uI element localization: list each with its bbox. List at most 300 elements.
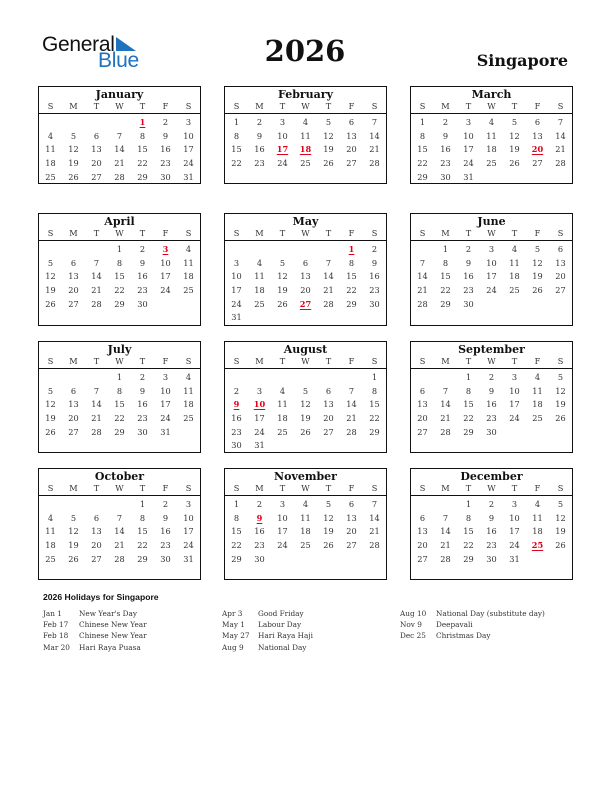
day-cell: 30 bbox=[160, 553, 171, 564]
day-cell: 27 bbox=[346, 158, 357, 169]
week-row bbox=[225, 270, 386, 284]
holiday-date: Feb 18 bbox=[43, 631, 69, 641]
day-cell: 6 bbox=[348, 117, 355, 127]
weekday-label: T bbox=[325, 356, 332, 366]
holiday-day-cell: 10 bbox=[253, 399, 266, 410]
week-row bbox=[39, 130, 200, 144]
day-cell: 30 bbox=[160, 171, 171, 182]
holiday-day-cell: 20 bbox=[531, 144, 544, 155]
day-cell: 7 bbox=[93, 385, 100, 396]
day-cell: 27 bbox=[417, 426, 428, 437]
empty-cell bbox=[85, 498, 108, 512]
day-cell: 5 bbox=[302, 385, 309, 396]
week-row bbox=[225, 439, 386, 453]
day-cell: 19 bbox=[300, 413, 311, 424]
day-cell: 31 bbox=[183, 171, 194, 182]
day-cell: 16 bbox=[231, 413, 242, 424]
week-row bbox=[225, 311, 386, 325]
day-cell: 25 bbox=[45, 553, 56, 564]
day-cell: 23 bbox=[137, 285, 148, 296]
weekday-label: S bbox=[371, 483, 378, 493]
weekday-label: T bbox=[325, 483, 332, 493]
month-name: December bbox=[460, 470, 523, 483]
day-cell: 4 bbox=[534, 499, 541, 509]
day-cell: 10 bbox=[277, 130, 288, 141]
empty-cell bbox=[549, 553, 572, 567]
day-cell: 8 bbox=[465, 385, 472, 396]
week-row bbox=[225, 412, 386, 426]
day-cell: 29 bbox=[114, 426, 125, 437]
day-cell: 13 bbox=[91, 526, 102, 537]
month-july bbox=[38, 341, 201, 453]
day-cell: 19 bbox=[45, 413, 56, 424]
week-row bbox=[39, 171, 200, 185]
month-name: June bbox=[477, 215, 506, 228]
day-cell: 7 bbox=[371, 499, 378, 509]
week-row bbox=[225, 257, 386, 271]
holiday-entry bbox=[222, 642, 313, 653]
empty-cell bbox=[549, 171, 572, 185]
day-cell: 14 bbox=[346, 399, 357, 410]
day-cell: 12 bbox=[68, 144, 79, 155]
weekday-label: F bbox=[534, 356, 541, 366]
holiday-columns bbox=[43, 608, 583, 668]
weekday-label: M bbox=[69, 483, 78, 493]
empty-cell bbox=[317, 371, 340, 385]
day-cell: 16 bbox=[137, 271, 148, 282]
empty-cell bbox=[340, 439, 363, 453]
holiday-name: New Year's Day bbox=[79, 609, 138, 618]
day-cell: 23 bbox=[463, 285, 474, 296]
day-cell: 6 bbox=[93, 130, 100, 141]
day-cell: 19 bbox=[532, 271, 543, 282]
week-row bbox=[411, 385, 572, 399]
weekday-label: T bbox=[93, 101, 100, 111]
day-cell: 2 bbox=[139, 372, 146, 382]
day-cell: 11 bbox=[300, 512, 311, 523]
weekday-label: S bbox=[185, 356, 192, 366]
day-cell: 21 bbox=[346, 413, 357, 424]
day-cell: 15 bbox=[463, 399, 474, 410]
day-cell: 19 bbox=[323, 144, 334, 155]
week-row bbox=[411, 553, 572, 567]
day-cell: 18 bbox=[532, 526, 543, 537]
day-cell: 22 bbox=[137, 540, 148, 551]
weekday-header bbox=[411, 356, 572, 369]
day-cell: 10 bbox=[486, 257, 497, 268]
empty-cell bbox=[317, 243, 340, 257]
day-cell: 26 bbox=[555, 413, 566, 424]
day-cell: 24 bbox=[254, 426, 265, 437]
weekday-header bbox=[411, 101, 572, 114]
day-cell: 20 bbox=[417, 540, 428, 551]
day-cell: 3 bbox=[162, 372, 169, 382]
day-cell: 10 bbox=[509, 385, 520, 396]
day-cell: 18 bbox=[300, 526, 311, 537]
week-row bbox=[411, 539, 572, 553]
holiday-list bbox=[43, 592, 583, 668]
weekday-label: S bbox=[185, 483, 192, 493]
day-cell: 15 bbox=[369, 399, 380, 410]
day-cell: 3 bbox=[511, 499, 518, 509]
day-cell: 29 bbox=[417, 171, 428, 182]
day-cell: 3 bbox=[279, 117, 286, 127]
day-cell: 31 bbox=[254, 440, 265, 451]
day-cell: 28 bbox=[417, 298, 428, 309]
day-cell: 28 bbox=[440, 426, 451, 437]
weekday-label: T bbox=[325, 101, 332, 111]
day-cell: 2 bbox=[233, 385, 240, 396]
day-cell: 4 bbox=[488, 117, 495, 127]
weekday-label: T bbox=[465, 101, 472, 111]
day-cell: 10 bbox=[463, 130, 474, 141]
day-cell: 7 bbox=[116, 130, 123, 141]
day-cell: 13 bbox=[323, 399, 334, 410]
holiday-day-cell: 18 bbox=[299, 144, 312, 155]
day-cell: 28 bbox=[440, 553, 451, 564]
day-cell: 11 bbox=[532, 385, 543, 396]
day-cell: 6 bbox=[93, 512, 100, 523]
holiday-day-cell: 17 bbox=[276, 144, 289, 155]
day-cell: 15 bbox=[417, 144, 428, 155]
day-cell: 6 bbox=[70, 385, 77, 396]
empty-cell bbox=[108, 498, 131, 512]
weekday-label: S bbox=[371, 101, 378, 111]
day-cell: 17 bbox=[160, 399, 171, 410]
empty-cell bbox=[62, 243, 85, 257]
holiday-name: Good Friday bbox=[258, 609, 304, 618]
week-row bbox=[225, 525, 386, 539]
day-cell: 15 bbox=[346, 271, 357, 282]
day-cell: 21 bbox=[114, 158, 125, 169]
month-september bbox=[410, 341, 573, 453]
weekday-header bbox=[39, 483, 200, 496]
month-name: October bbox=[94, 470, 145, 483]
day-cell: 1 bbox=[233, 499, 240, 509]
logo-text-general: General bbox=[42, 33, 115, 56]
day-cell: 20 bbox=[555, 271, 566, 282]
weekday-label: T bbox=[93, 356, 100, 366]
day-cell: 1 bbox=[465, 499, 472, 509]
day-cell: 21 bbox=[440, 413, 451, 424]
empty-cell bbox=[480, 298, 503, 312]
day-cell: 18 bbox=[486, 144, 497, 155]
day-cell: 24 bbox=[183, 158, 194, 169]
day-cell: 8 bbox=[233, 512, 240, 523]
week-row bbox=[39, 426, 200, 440]
week-row bbox=[411, 298, 572, 312]
day-cell: 13 bbox=[555, 257, 566, 268]
empty-cell bbox=[411, 371, 434, 385]
empty-cell bbox=[39, 243, 62, 257]
holiday-day-cell: 9 bbox=[256, 512, 263, 523]
day-cell: 22 bbox=[463, 413, 474, 424]
day-cell: 4 bbox=[185, 244, 192, 254]
month-name: May bbox=[292, 215, 319, 228]
empty-cell bbox=[317, 553, 340, 567]
day-cell: 21 bbox=[417, 285, 428, 296]
day-cell: 28 bbox=[369, 158, 380, 169]
empty-cell bbox=[294, 243, 317, 257]
day-cell: 20 bbox=[91, 158, 102, 169]
holiday-date: Nov 9 bbox=[400, 620, 422, 630]
day-cell: 2 bbox=[442, 117, 449, 127]
empty-cell bbox=[271, 371, 294, 385]
day-cell: 16 bbox=[486, 526, 497, 537]
day-cell: 12 bbox=[300, 399, 311, 410]
empty-cell bbox=[363, 439, 386, 453]
day-cell: 8 bbox=[139, 512, 146, 523]
day-cell: 10 bbox=[160, 385, 171, 396]
weekday-label: T bbox=[465, 228, 472, 238]
day-cell: 3 bbox=[233, 257, 240, 268]
empty-cell bbox=[85, 243, 108, 257]
day-cell: 3 bbox=[185, 117, 192, 127]
week-row bbox=[39, 157, 200, 171]
week-row bbox=[225, 143, 386, 157]
week-row bbox=[411, 426, 572, 440]
day-cell: 24 bbox=[183, 540, 194, 551]
day-cell: 24 bbox=[277, 540, 288, 551]
empty-cell bbox=[363, 311, 386, 325]
weekday-label: W bbox=[301, 356, 310, 366]
weekday-label: T bbox=[139, 101, 146, 111]
weekday-label: F bbox=[348, 356, 355, 366]
day-cell: 26 bbox=[323, 158, 334, 169]
holiday-entry bbox=[43, 608, 147, 619]
day-cell: 19 bbox=[68, 158, 79, 169]
day-cell: 16 bbox=[160, 144, 171, 155]
empty-cell bbox=[62, 498, 85, 512]
month-name: September bbox=[458, 343, 525, 356]
day-cell: 14 bbox=[91, 271, 102, 282]
day-cell: 2 bbox=[139, 244, 146, 254]
day-cell: 7 bbox=[442, 385, 449, 396]
month-april bbox=[38, 213, 201, 326]
day-cell: 19 bbox=[68, 540, 79, 551]
day-cell: 12 bbox=[45, 399, 56, 410]
day-cell: 21 bbox=[440, 540, 451, 551]
month-name: November bbox=[274, 470, 337, 483]
day-cell: 4 bbox=[511, 244, 518, 254]
holiday-column bbox=[222, 608, 313, 653]
week-row bbox=[225, 398, 386, 412]
day-cell: 3 bbox=[256, 385, 263, 396]
day-cell: 7 bbox=[325, 257, 332, 268]
day-cell: 26 bbox=[323, 540, 334, 551]
day-cell: 16 bbox=[160, 526, 171, 537]
day-cell: 25 bbox=[300, 540, 311, 551]
week-row bbox=[411, 270, 572, 284]
empty-cell bbox=[294, 311, 317, 325]
day-cell: 15 bbox=[114, 399, 125, 410]
weekday-label: T bbox=[279, 101, 286, 111]
day-cell: 23 bbox=[137, 413, 148, 424]
week-row bbox=[225, 512, 386, 526]
empty-cell bbox=[434, 498, 457, 512]
week-row bbox=[411, 257, 572, 271]
day-cell: 17 bbox=[509, 526, 520, 537]
weekday-label: S bbox=[557, 228, 564, 238]
day-cell: 1 bbox=[442, 244, 449, 254]
empty-cell bbox=[39, 371, 62, 385]
day-cell: 5 bbox=[70, 130, 77, 141]
day-cell: 18 bbox=[532, 399, 543, 410]
weekday-label: S bbox=[419, 356, 426, 366]
day-cell: 14 bbox=[369, 130, 380, 141]
empty-cell bbox=[85, 371, 108, 385]
day-cell: 26 bbox=[555, 540, 566, 551]
week-row bbox=[39, 539, 200, 553]
weekday-header bbox=[225, 228, 386, 241]
holiday-name: Hari Raya Puasa bbox=[79, 642, 141, 652]
weekday-header bbox=[39, 228, 200, 241]
day-cell: 30 bbox=[440, 171, 451, 182]
day-cell: 21 bbox=[369, 526, 380, 537]
week-row bbox=[411, 512, 572, 526]
empty-cell bbox=[248, 311, 271, 325]
holiday-date: Mar 20 bbox=[43, 642, 70, 652]
day-cell: 20 bbox=[300, 285, 311, 296]
day-cell: 18 bbox=[183, 271, 194, 282]
day-cell: 6 bbox=[419, 385, 426, 396]
empty-cell bbox=[39, 116, 62, 130]
day-cell: 30 bbox=[137, 426, 148, 437]
day-cell: 5 bbox=[557, 372, 564, 382]
day-cell: 9 bbox=[442, 130, 449, 141]
day-cell: 26 bbox=[45, 298, 56, 309]
empty-cell bbox=[340, 311, 363, 325]
day-cell: 12 bbox=[555, 385, 566, 396]
day-cell: 27 bbox=[68, 426, 79, 437]
day-cell: 11 bbox=[300, 130, 311, 141]
day-cell: 16 bbox=[369, 271, 380, 282]
day-cell: 4 bbox=[185, 372, 192, 382]
weekday-label: M bbox=[255, 483, 264, 493]
day-cell: 14 bbox=[91, 399, 102, 410]
empty-cell bbox=[85, 116, 108, 130]
weekday-label: T bbox=[465, 356, 472, 366]
day-cell: 21 bbox=[555, 144, 566, 155]
day-cell: 9 bbox=[162, 512, 169, 523]
weekday-label: W bbox=[487, 101, 496, 111]
day-cell: 11 bbox=[532, 512, 543, 523]
day-cell: 9 bbox=[139, 385, 146, 396]
day-cell: 26 bbox=[509, 158, 520, 169]
day-cell: 12 bbox=[555, 512, 566, 523]
month-name: July bbox=[107, 343, 132, 356]
empty-cell bbox=[526, 553, 549, 567]
weekday-label: T bbox=[93, 483, 100, 493]
day-cell: 23 bbox=[160, 540, 171, 551]
empty-cell bbox=[294, 439, 317, 453]
weekday-label: S bbox=[233, 101, 240, 111]
weekday-label: M bbox=[255, 356, 264, 366]
holiday-entry bbox=[222, 630, 313, 641]
day-cell: 18 bbox=[509, 271, 520, 282]
week-row bbox=[225, 243, 386, 257]
weekday-label: M bbox=[441, 101, 450, 111]
day-cell: 6 bbox=[534, 117, 541, 127]
day-cell: 21 bbox=[369, 144, 380, 155]
day-cell: 15 bbox=[137, 144, 148, 155]
day-cell: 23 bbox=[231, 426, 242, 437]
weekday-label: T bbox=[511, 228, 518, 238]
weekday-header bbox=[39, 356, 200, 369]
weekday-label: F bbox=[162, 483, 169, 493]
holiday-entry bbox=[43, 630, 147, 641]
week-row bbox=[411, 171, 572, 185]
day-cell: 15 bbox=[231, 526, 242, 537]
day-cell: 22 bbox=[231, 540, 242, 551]
day-cell: 8 bbox=[348, 257, 355, 268]
holiday-day-cell: 9 bbox=[233, 399, 240, 410]
week-row bbox=[411, 130, 572, 144]
weekday-label: S bbox=[47, 356, 54, 366]
holiday-column bbox=[43, 608, 147, 653]
holiday-name: Chinese New Year bbox=[79, 620, 147, 630]
week-row bbox=[225, 298, 386, 312]
empty-cell bbox=[411, 498, 434, 512]
holiday-date: Feb 17 bbox=[43, 620, 69, 630]
empty-cell bbox=[480, 171, 503, 185]
weekday-label: T bbox=[279, 228, 286, 238]
day-cell: 11 bbox=[45, 526, 56, 537]
day-cell: 23 bbox=[486, 540, 497, 551]
day-cell: 6 bbox=[557, 244, 564, 254]
day-cell: 22 bbox=[440, 285, 451, 296]
holiday-date: Dec 25 bbox=[400, 631, 426, 641]
weekday-label: S bbox=[47, 101, 54, 111]
day-cell: 16 bbox=[463, 271, 474, 282]
holiday-name: Christmas Day bbox=[436, 631, 491, 641]
empty-cell bbox=[411, 243, 434, 257]
day-cell: 2 bbox=[256, 117, 263, 127]
holiday-entry bbox=[400, 608, 545, 619]
day-cell: 4 bbox=[534, 372, 541, 382]
day-cell: 24 bbox=[160, 285, 171, 296]
week-row bbox=[411, 371, 572, 385]
day-cell: 12 bbox=[68, 526, 79, 537]
week-row bbox=[39, 512, 200, 526]
day-cell: 30 bbox=[369, 298, 380, 309]
day-cell: 8 bbox=[465, 512, 472, 523]
weekday-label: S bbox=[233, 483, 240, 493]
weekday-header bbox=[411, 228, 572, 241]
day-cell: 26 bbox=[45, 426, 56, 437]
day-cell: 31 bbox=[160, 426, 171, 437]
day-cell: 13 bbox=[91, 144, 102, 155]
empty-cell bbox=[503, 171, 526, 185]
week-row bbox=[39, 525, 200, 539]
day-cell: 26 bbox=[68, 171, 79, 182]
day-cell: 11 bbox=[277, 399, 288, 410]
day-cell: 3 bbox=[279, 499, 286, 509]
day-cell: 31 bbox=[509, 553, 520, 564]
day-cell: 27 bbox=[91, 553, 102, 564]
holiday-day-cell: 27 bbox=[299, 298, 312, 309]
day-cell: 7 bbox=[348, 385, 355, 396]
day-cell: 24 bbox=[463, 158, 474, 169]
day-cell: 27 bbox=[323, 426, 334, 437]
weekday-label: F bbox=[348, 228, 355, 238]
day-cell: 18 bbox=[277, 413, 288, 424]
day-cell: 12 bbox=[323, 130, 334, 141]
day-cell: 13 bbox=[532, 130, 543, 141]
day-cell: 13 bbox=[346, 130, 357, 141]
week-row bbox=[225, 539, 386, 553]
day-cell: 13 bbox=[68, 399, 79, 410]
